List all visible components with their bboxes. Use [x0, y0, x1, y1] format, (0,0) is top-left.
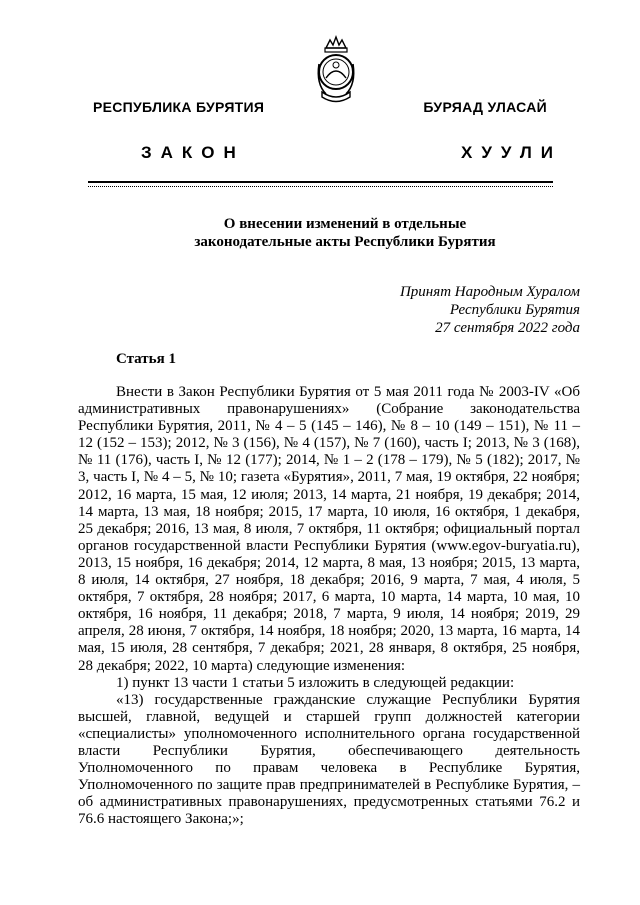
- law-label-ru: ЗАКОН: [141, 143, 245, 162]
- document-title: [80, 215, 610, 251]
- article-paragraph: 1) пункт 13 части 1 статьи 5 изложить в следующей редакции:: [116, 674, 515, 691]
- coat-of-arms-emblem-icon: [312, 34, 360, 104]
- header-divider: [88, 181, 553, 183]
- article-heading: Статья 1: [116, 351, 176, 367]
- header-divider-dotted: [88, 186, 553, 187]
- adoption-date: 27 сентября 2022 года: [435, 320, 580, 336]
- adoption-note: [400, 283, 580, 337]
- header-republic-bua: БУРЯАД УЛАСАЙ: [423, 99, 547, 115]
- document-title-line-1: О внесении изменений в отдельные: [223, 216, 467, 232]
- header-republic-ru: РЕСПУБЛИКА БУРЯТИЯ: [93, 99, 265, 115]
- law-label-bua: ХУУЛИ: [461, 143, 562, 162]
- article-body: [78, 384, 580, 828]
- article-paragraph: «13) государственные гражданские служащие Республики Бурятия высшей, главной, ведущей и старшей групп должностей категории «специалисты» уполномоченного исполнительного органа государственной власти Республики Бурятия, обеспечивающего деятельность Уполномоченного по правам человека в Республике Бурятия, Уполномоченного по защите прав предпринимателей в Республике Бурятия, – об административных правонарушениях, предусмотренных статьями 76.2 и 76.6 настоящего Закона;»;: [78, 691, 580, 828]
- adoption-note-line-1: Принят Народным Хуралом: [399, 284, 580, 300]
- adoption-note-line-2: Республики Бурятия: [449, 302, 580, 318]
- document-title-line-2: законодательные акты Республики Бурятия: [194, 234, 496, 250]
- article-paragraph: Внести в Закон Республики Бурятия от 5 мая 2011 года № 2003-IV «Об административных правонарушениях» (Собрание законодательства Республики Бурятия, 2011, № 4 – 5 (145 – 146), № 8 – 10 (149 – 151), № 11 – 12 (152 – 153); 2012, № 3 (156), № 4 (157), № 7 (160), часть I; 2013, № 3 (168), № 11 (176), часть I, № 12 (177); 2014, № 1 – 2 (178 – 179), № 5 (182); 2017, № 3, часть I, № 4 – 5, № 10; газета «Бурятия», 2011, 7 мая, 19 октября, 22 ноября; 2012, 16 марта, 15 мая, 12 июля; 2013, 14 марта, 21 ноября, 19 декабря; 2014, 14 марта, 13 мая, 18 ноября; 2015, 17 марта, 10 июля, 16 октября, 1 декабря, 25 декабря; 2016, 13 мая, 8 июля, 7 октября, 11 октября; официальный портал органов государственной власти Республики Бурятия (www.egov-buryatia.ru), 2013, 15 ноября, 16 декабря; 2014, 12 марта, 8 мая, 13 ноября; 2015, 13 марта, 8 июля, 14 октября, 27 ноября, 18 декабря; 2016, 9 марта, 7 мая, 4 июля, 5 октября, 7 октября, 28 ноября; 2017, 6 марта, 10 марта, 14 марта, 10 мая, 10 октября, 16 ноября, 11 декабря; 2018, 7 марта, 9 июля, 14 ноября; 2019, 29 апреля, 28 июня, 7 октября, 14 ноября, 18 ноября; 2020, 13 марта, 16 марта, 14 мая, 15 июля, 28 сентября, 7 декабря; 2021, 28 января, 8 октября, 25 ноября, 28 декабря; 2022, 10 марта) следующие изменения:: [78, 384, 580, 674]
